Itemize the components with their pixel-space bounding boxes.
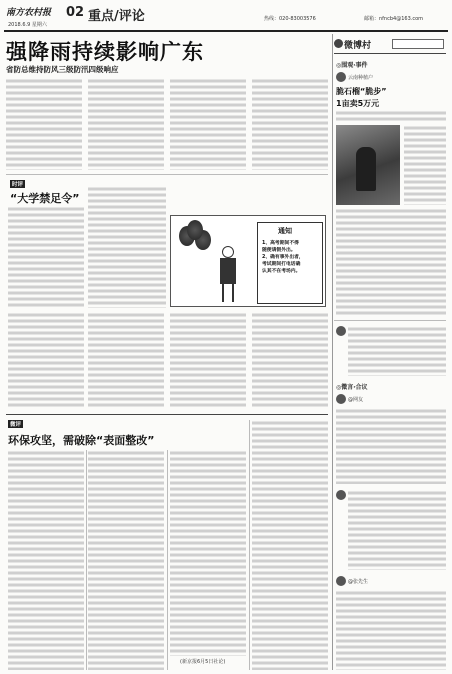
weibo-headline-2: 1亩卖5万元 [336, 99, 380, 108]
comment1-body-col3 [8, 312, 84, 408]
column-rule [249, 420, 250, 670]
notice-title: 通知 [278, 227, 292, 235]
comment2-title: 环保攻坚，需破除“表面整改” [8, 434, 155, 447]
farmer-photo [336, 125, 400, 205]
weibo-divider [334, 320, 446, 321]
lead-subhead: 省防总维持防风三级防汛四级响应 [6, 65, 119, 74]
weibo-section-events: ◎围观·事件 [336, 62, 368, 69]
section-title: 重点/评论 [88, 9, 145, 24]
comment2-source: (新京报6月5日社论) [180, 659, 226, 665]
weibo-text [336, 208, 446, 316]
notice-line: 考试期间打电话确 [262, 262, 301, 267]
user-avatar [336, 72, 346, 82]
comment2-tag: 微评 [10, 422, 22, 428]
user-avatar [336, 576, 346, 586]
comment2-body-col1 [8, 450, 84, 670]
lead-divider [6, 174, 328, 175]
user-avatar [336, 326, 346, 336]
weibo-text [336, 110, 446, 122]
lead-body-col1 [6, 78, 82, 170]
comment2-body-col4 [252, 420, 328, 670]
user-avatar [336, 490, 346, 500]
weibo-text [336, 408, 446, 484]
lead-body-col3 [170, 78, 246, 170]
column-rule [86, 450, 87, 670]
comment1-body-col5 [170, 312, 246, 408]
page-header [4, 3, 448, 33]
cartoon-illustration [170, 215, 326, 307]
weibo-logo-icon [334, 39, 343, 48]
notice-line: 认其不在考场内。 [262, 269, 301, 274]
notice-line: 随便请假外出。 [262, 248, 296, 253]
weibo-headline: 脆石榴“脆步” [336, 87, 387, 96]
column-rule [167, 450, 168, 670]
comment1-body-col4 [88, 312, 164, 408]
issue-date: 2018.6.9 星期六 [8, 22, 47, 28]
comment1-tag: 时评 [12, 182, 24, 188]
hotline: 热线：020-83003576 [264, 16, 316, 22]
weibo-section-comments: ◎微言·合议 [336, 384, 368, 391]
weibo-search-box [392, 39, 444, 49]
cartoon-tree [187, 220, 203, 240]
lead-body-col2 [88, 78, 164, 170]
comment2-body-col2 [88, 450, 164, 670]
user-avatar [336, 394, 346, 404]
lead-body-col4 [252, 78, 328, 170]
email: 邮箱：nfncb4@163.com [364, 16, 424, 22]
weibo-text [348, 490, 446, 570]
cartoon-person [217, 246, 239, 302]
section-divider [6, 414, 328, 415]
page-number: 02 [66, 5, 85, 20]
masthead-logo: 南方农村报 [6, 8, 52, 18]
weibo-text [336, 590, 446, 670]
header-rule [4, 30, 448, 32]
comment1-title: “大学禁足令” [10, 192, 80, 205]
weibo-user: @网友 [348, 397, 364, 403]
lead-headline: 强降雨持续影响广东 [6, 40, 204, 64]
comment1-body-col1 [8, 206, 84, 308]
weibo-header [334, 36, 446, 54]
weibo-title: 微博村 [344, 41, 372, 51]
comment1-body-col2 [88, 186, 166, 308]
notice-line: 1、高考期间不得 [262, 241, 299, 246]
weibo-user: 云南种植户 [348, 75, 374, 81]
notice-line: 2、确有事外出者， [262, 255, 304, 260]
notice-board [257, 222, 323, 304]
comment2-body-col3 [170, 450, 246, 656]
weibo-text [404, 125, 446, 205]
weibo-text [348, 326, 446, 376]
weibo-user: @张先生 [348, 579, 369, 585]
comment1-body-col6 [252, 312, 328, 408]
